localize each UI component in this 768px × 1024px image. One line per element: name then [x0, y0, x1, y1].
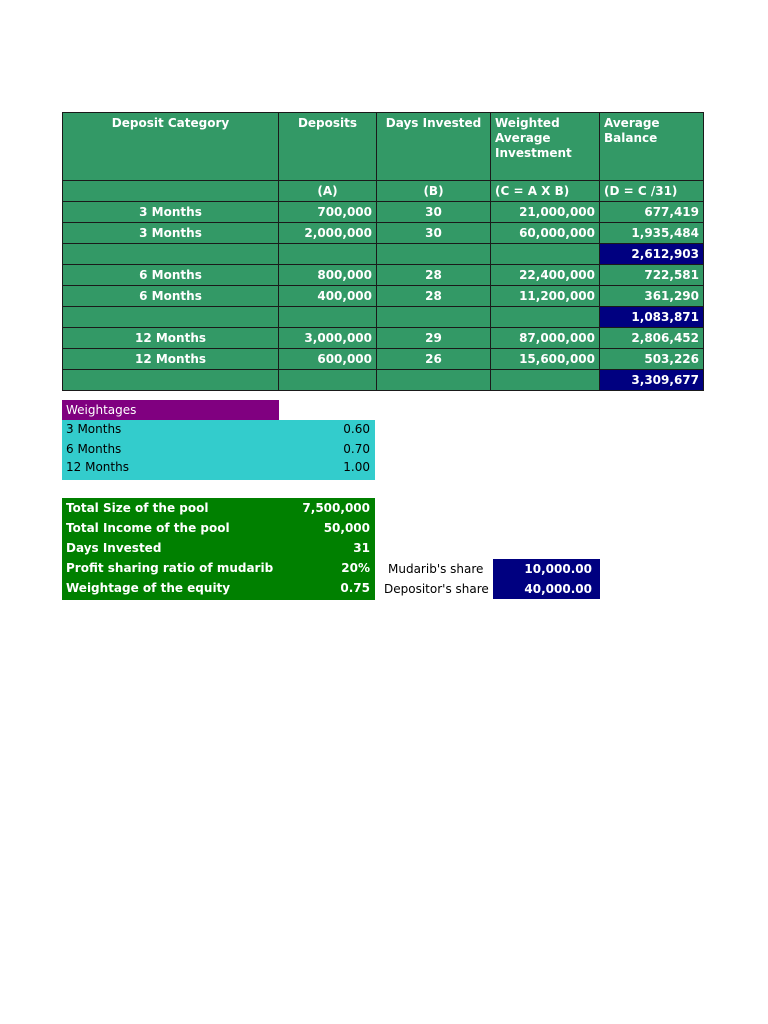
pool-item — [62, 518, 375, 538]
depositor-share-value: 40,000.00 — [493, 579, 600, 599]
weightage-label: 6 Months — [66, 442, 122, 456]
formula-cell: (A) — [279, 181, 377, 202]
average-cell: 722,581 — [600, 265, 704, 286]
pool-item — [62, 538, 375, 558]
category-cell: 6 Months — [63, 286, 279, 307]
empty-cell — [377, 244, 491, 265]
weighted-cell: 60,000,000 — [491, 223, 600, 244]
weighted-cell: 15,600,000 — [491, 349, 600, 370]
pool-label: Days Invested — [66, 541, 162, 555]
empty-cell — [491, 244, 600, 265]
header-days-invested: Days Invested — [377, 113, 491, 181]
table-row — [63, 202, 704, 223]
table-row — [63, 328, 704, 349]
empty-cell — [491, 370, 600, 391]
pool-value: 7,500,000 — [302, 501, 370, 515]
pool-label: Profit sharing ratio of mudarib — [66, 561, 274, 575]
pool-label: Weightage of the equity — [66, 581, 231, 595]
subtotal-cell: 2,612,903 — [600, 244, 704, 265]
average-cell: 1,935,484 — [600, 223, 704, 244]
days-cell: 28 — [377, 286, 491, 307]
subtotal-cell: 3,309,677 — [600, 370, 704, 391]
table-row — [63, 265, 704, 286]
weightage-item — [62, 458, 375, 477]
pool-value: 20% — [341, 561, 370, 575]
pool-item — [62, 558, 375, 578]
days-cell: 29 — [377, 328, 491, 349]
average-cell: 361,290 — [600, 286, 704, 307]
pool-item — [62, 578, 375, 598]
weightage-item — [62, 440, 375, 459]
header-average-balance: Average Balance — [600, 113, 704, 181]
pool-value: 31 — [353, 541, 370, 555]
formula-cell — [63, 181, 279, 202]
weightage-label: 12 Months — [66, 460, 129, 474]
subtotal-row — [63, 307, 704, 328]
weighted-cell: 11,200,000 — [491, 286, 600, 307]
weightages-title: Weightages — [62, 400, 279, 420]
formula-row — [63, 181, 704, 202]
pool-summary — [62, 498, 375, 600]
deposit-table — [62, 112, 704, 391]
subtotal-row — [63, 244, 704, 265]
table-row — [63, 223, 704, 244]
category-cell: 12 Months — [63, 349, 279, 370]
empty-cell — [377, 370, 491, 391]
weightage-label: 3 Months — [66, 422, 122, 436]
table-row — [63, 349, 704, 370]
header-deposit-category: Deposit Category — [63, 113, 279, 181]
days-cell: 26 — [377, 349, 491, 370]
days-cell: 30 — [377, 202, 491, 223]
subtotal-cell: 1,083,871 — [600, 307, 704, 328]
formula-cell: (D = C /31) — [600, 181, 704, 202]
category-cell: 12 Months — [63, 328, 279, 349]
pool-label: Total Size of the pool — [66, 501, 209, 515]
category-cell: 3 Months — [63, 223, 279, 244]
empty-cell — [63, 307, 279, 328]
pool-label: Total Income of the pool — [66, 521, 230, 535]
average-cell: 2,806,452 — [600, 328, 704, 349]
days-cell: 28 — [377, 265, 491, 286]
weighted-cell: 87,000,000 — [491, 328, 600, 349]
deposits-cell: 400,000 — [279, 286, 377, 307]
average-cell: 677,419 — [600, 202, 704, 223]
pool-item — [62, 498, 375, 518]
weightage-value: 1.00 — [343, 460, 370, 474]
empty-cell — [279, 307, 377, 328]
empty-cell — [279, 244, 377, 265]
empty-cell — [279, 370, 377, 391]
table-header-row — [63, 113, 704, 181]
weightage-value: 0.70 — [343, 442, 370, 456]
days-cell: 30 — [377, 223, 491, 244]
empty-cell — [63, 370, 279, 391]
deposits-cell: 3,000,000 — [279, 328, 377, 349]
deposits-cell: 2,000,000 — [279, 223, 377, 244]
average-cell: 503,226 — [600, 349, 704, 370]
empty-cell — [491, 307, 600, 328]
empty-cell — [63, 244, 279, 265]
subtotal-row — [63, 370, 704, 391]
weightages-list — [62, 420, 375, 480]
weighted-cell: 21,000,000 — [491, 202, 600, 223]
formula-cell: (C = A X B) — [491, 181, 600, 202]
deposits-cell: 800,000 — [279, 265, 377, 286]
pool-value: 0.75 — [340, 581, 370, 595]
table-row — [63, 286, 704, 307]
weighted-cell: 22,400,000 — [491, 265, 600, 286]
header-weighted-average-investment: Weighted Average Investment — [491, 113, 600, 181]
weightage-value: 0.60 — [343, 422, 370, 436]
deposits-cell: 600,000 — [279, 349, 377, 370]
pool-value: 50,000 — [323, 521, 370, 535]
depositor-share-label: Depositor's share — [384, 582, 489, 596]
empty-cell — [377, 307, 491, 328]
category-cell: 6 Months — [63, 265, 279, 286]
deposits-cell: 700,000 — [279, 202, 377, 223]
header-deposits: Deposits — [279, 113, 377, 181]
weightage-item — [62, 420, 375, 439]
formula-cell: (B) — [377, 181, 491, 202]
category-cell: 3 Months — [63, 202, 279, 223]
mudarib-share-value: 10,000.00 — [493, 559, 600, 579]
mudarib-share-label: Mudarib's share — [388, 562, 484, 576]
